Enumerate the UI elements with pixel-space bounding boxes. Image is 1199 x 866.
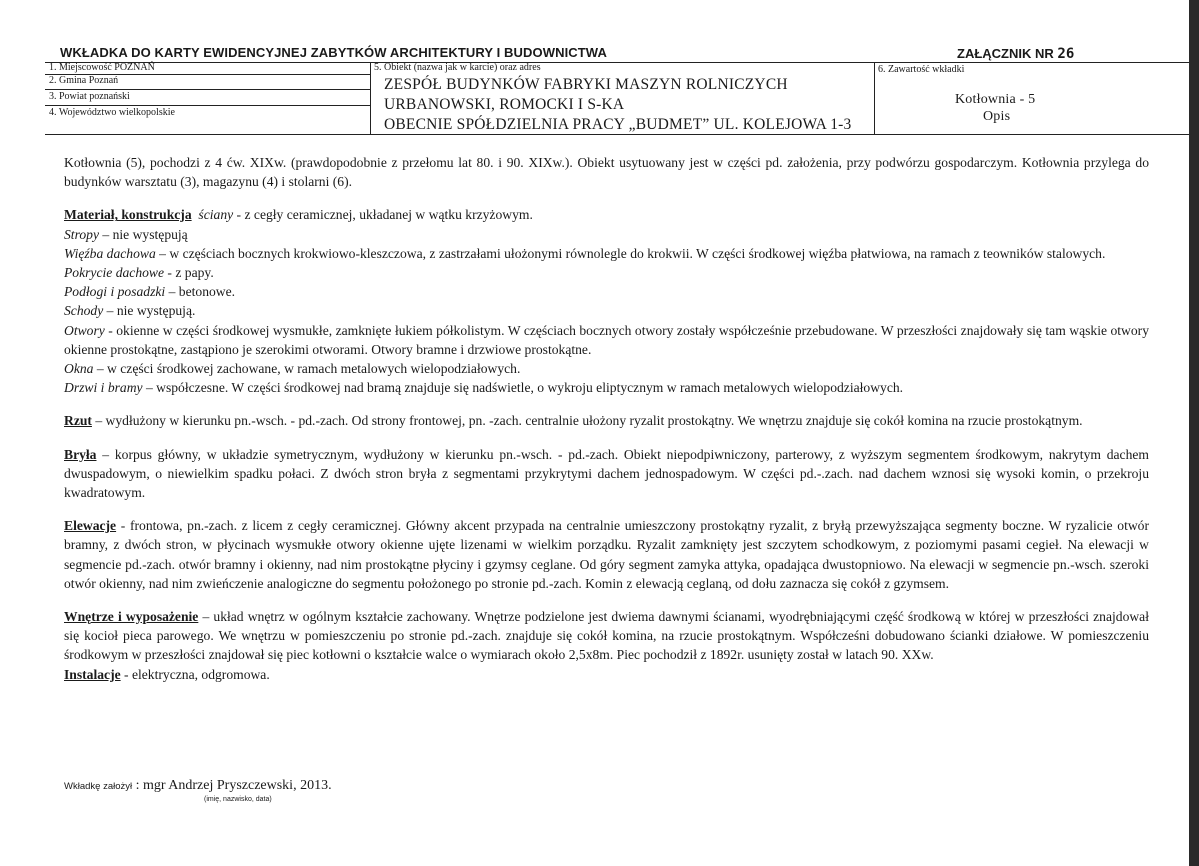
col2-divider — [874, 62, 875, 134]
intro-paragraph: Kotłownia (5), pochodzi z 4 ćw. XIXw. (prawdopodobnie z przełomu lat 80. i 90. XIXw.). Obiekt usytuowany jest w części pd. założenia, przy podwórzu gospodarczym. Kotłownia przylega do budynków warsztatu (3), magazynu (4) i stolarni (6). — [64, 155, 1149, 190]
installations-paragraph — [64, 665, 1149, 684]
ceilings-text: – nie występują — [99, 226, 188, 242]
openings-label: Otwory — [64, 322, 105, 338]
windows-text: – w części środkowej zachowane, w ramach metalowych wielopodziałowych. — [93, 361, 521, 377]
header-bottom-rule — [45, 134, 1189, 135]
massing-paragraph — [64, 445, 1149, 503]
stairs-line — [64, 301, 1149, 320]
annex-number: 26 — [1057, 46, 1075, 62]
material-paragraph — [64, 205, 1149, 224]
roofing-line — [64, 263, 1149, 282]
object-name-line2: URBANOWSKI, ROMOCKI I S-KA — [384, 96, 625, 113]
description-body — [64, 153, 1149, 684]
ceilings-label: Stropy — [64, 226, 99, 242]
scan-edge — [1189, 0, 1199, 866]
windows-label: Okna — [64, 361, 94, 377]
material-heading: Materiał, konstrukcja — [64, 207, 192, 223]
field-commune: 2. Gmina Poznań — [49, 75, 119, 86]
interior-text: – układ wnętrz w ogólnym kształcie zachowany. Wnętrze podzielone jest dwiema dawnymi ścianami, wyodrębniającymi część środkową w której w przeszłości znajdował się kocioł pieca parowego. We wnętrzu w pomieszczeniu po stronie pd.-zach. znajduje się cokół komina, na rzucie prostokątnym. Współcześni dobudowano ścianki działowe. W pomieszczeniu środkowym w przeszłości znajdował się piec kotłowni o kształcie walce o wymiarach około 2,5x8m. Piec pochodził z 1892r. usunięty został w latach 90. XXw. — [64, 609, 1149, 663]
roof-truss-text: – w częściach bocznych krokwiowo-kleszczowa, z zastrzałami ułożonymi równolegle do krokwii. W części środkowej więźba płatwiowa, na ramach z teowników stalowych. — [155, 245, 1106, 261]
contents-line1: Kotłownia - 5 — [955, 92, 1036, 107]
object-address: OBECNIE SPÓŁDZIELNIA PRACY „BUDMET” UL. KOLEJOWA 1-3 — [384, 116, 852, 133]
plan-text: – wydłużony w kierunku pn.-wsch. - pd.-zach. Od strony frontowej, pn. -zach. centralnie ułożony ryzalit prostokątny. We wnętrzu znajduje się cokół komina na rzucie prostokątnym. — [91, 413, 1083, 429]
massing-heading: Bryła — [64, 446, 97, 462]
roof-truss-line — [64, 244, 1149, 263]
openings-line — [64, 321, 1149, 359]
roofing-text: - z papy. — [164, 265, 214, 281]
row3-rule — [45, 105, 370, 106]
elevations-paragraph — [64, 516, 1149, 593]
field-voivodeship: 4. Województwo wielkopolskie — [49, 107, 175, 118]
openings-text: - okienne w części środkowej wysmukłe, zamknięte łukiem półkolistym. W częściach bocznych otwory zostały współcześnie przebudowane. W przeszłości znajdowały się tam wąskie otwory okienne prostokątne, zastąpiono je szerokimi otworami. Otwory bramne i drzwiowe prostokątne. — [64, 322, 1149, 357]
annex-text: ZAŁĄCZNIK NR — [957, 46, 1054, 61]
doors-text: – współczesne. W części środkowej nad bramą znajduje się nadświetle, o wykroju eliptycznym w ramach metalowych wielopodziałowych. — [142, 380, 904, 396]
field-contents-label: 6. Zawartość wkładki — [878, 64, 965, 75]
plan-paragraph — [64, 411, 1149, 430]
plan-heading: Rzut — [64, 413, 92, 429]
elevations-heading: Elewacje — [64, 518, 117, 534]
interior-paragraph — [64, 607, 1149, 665]
installations-heading: Instalacje — [64, 666, 121, 682]
object-name-line1: ZESPÓŁ BUDYNKÓW FABRYKI MASZYN ROLNICZYCH — [384, 76, 788, 93]
floors-text: – betonowe. — [165, 284, 236, 300]
form-title: WKŁADKA DO KARTY EWIDENCYJNEJ ZABYTKÓW ARCHITEKTURY I BUDOWNICTWA — [60, 45, 607, 60]
row2-rule — [45, 89, 370, 90]
stairs-label: Schody — [64, 303, 104, 319]
interior-heading: Wnętrze i wyposażenie — [64, 609, 199, 625]
walls-label: ściany — [198, 207, 234, 223]
field-district: 3. Powiat poznański — [49, 91, 130, 102]
windows-line — [64, 359, 1149, 378]
doors-label: Drzwi i bramy — [64, 380, 143, 396]
roofing-label: Pokrycie dachowe — [64, 265, 165, 281]
author-label: Wkładkę założył — [64, 781, 133, 792]
floors-line — [64, 282, 1149, 301]
contents-line2: Opis — [983, 109, 1011, 124]
annex-label — [957, 46, 1074, 62]
col1-divider — [370, 62, 371, 134]
header-top-rule — [45, 62, 1189, 63]
walls-text: - z cegły ceramicznej, układanej w wątku krzyżowym. — [233, 207, 533, 223]
massing-text: – korpus główny, w układzie symetrycznym, wydłużony w kierunku pn.-wsch. - pd.-zach. Obiekt niepodpiwniczony, parterowy, z wyższym segmentem środkowym, nakrytym dachem dwuspadowym, o niewielkim spadku połaci. Z dwóch stron bryła z segmentami przykrytymi dachem jednospadowym. W części pd.-.zach. nad dachem wznosi się wysoki komin, o przekroju kwadratowym. — [64, 446, 1149, 501]
ceilings-line — [64, 225, 1149, 244]
doors-line — [64, 378, 1149, 397]
field-locality: 1. Miejscowość POZNAŃ — [49, 62, 155, 73]
installations-text: - elektryczna, odgromowa. — [120, 666, 270, 682]
floors-label: Podłogi i posadzki — [64, 284, 166, 300]
author-line — [64, 778, 332, 794]
stairs-text: – nie występują. — [103, 303, 196, 319]
roof-truss-label: Więźba dachowa — [64, 245, 156, 261]
author-name: : mgr Andrzej Pryszczewski, 2013. — [132, 778, 332, 793]
field-object-label: 5. Obiekt (nazwa jak w karcie) oraz adres — [374, 62, 541, 73]
elevations-text: - frontowa, pn.-zach. z licem z cegły ceramicznej. Główny akcent przypada na centralnie umieszczony prostokątny ryzalit, z bryłą przewyższająca segmenty boczne. W ryzalicie otwór bramny, z dwóch stron, w płycinach wysmukłe otwory okienne ujęte lizenami w wielkim porządku. Ryzalit zamknięty jest szczytem schodkowym, z poziomymi pasami cegieł. Na elewacji w segmencie pd.-zach. otwór bramny i okienny, nad nim prostokątne płyciny i gzymsy ceglane. Od góry segment zamyka attyka, opadająca dwustopniowo. Na elewacji w segmencie pn.-wsch. szeroki otwór okienny, nad nim zwieńczenie analogiczne do segmentu położonego po stronie pd.-zach. Komin z elewacją ceglaną, od dołu zaznacza się cokół z gzymsem. — [64, 518, 1149, 591]
author-hint: (imię, nazwisko, data) — [204, 796, 272, 803]
